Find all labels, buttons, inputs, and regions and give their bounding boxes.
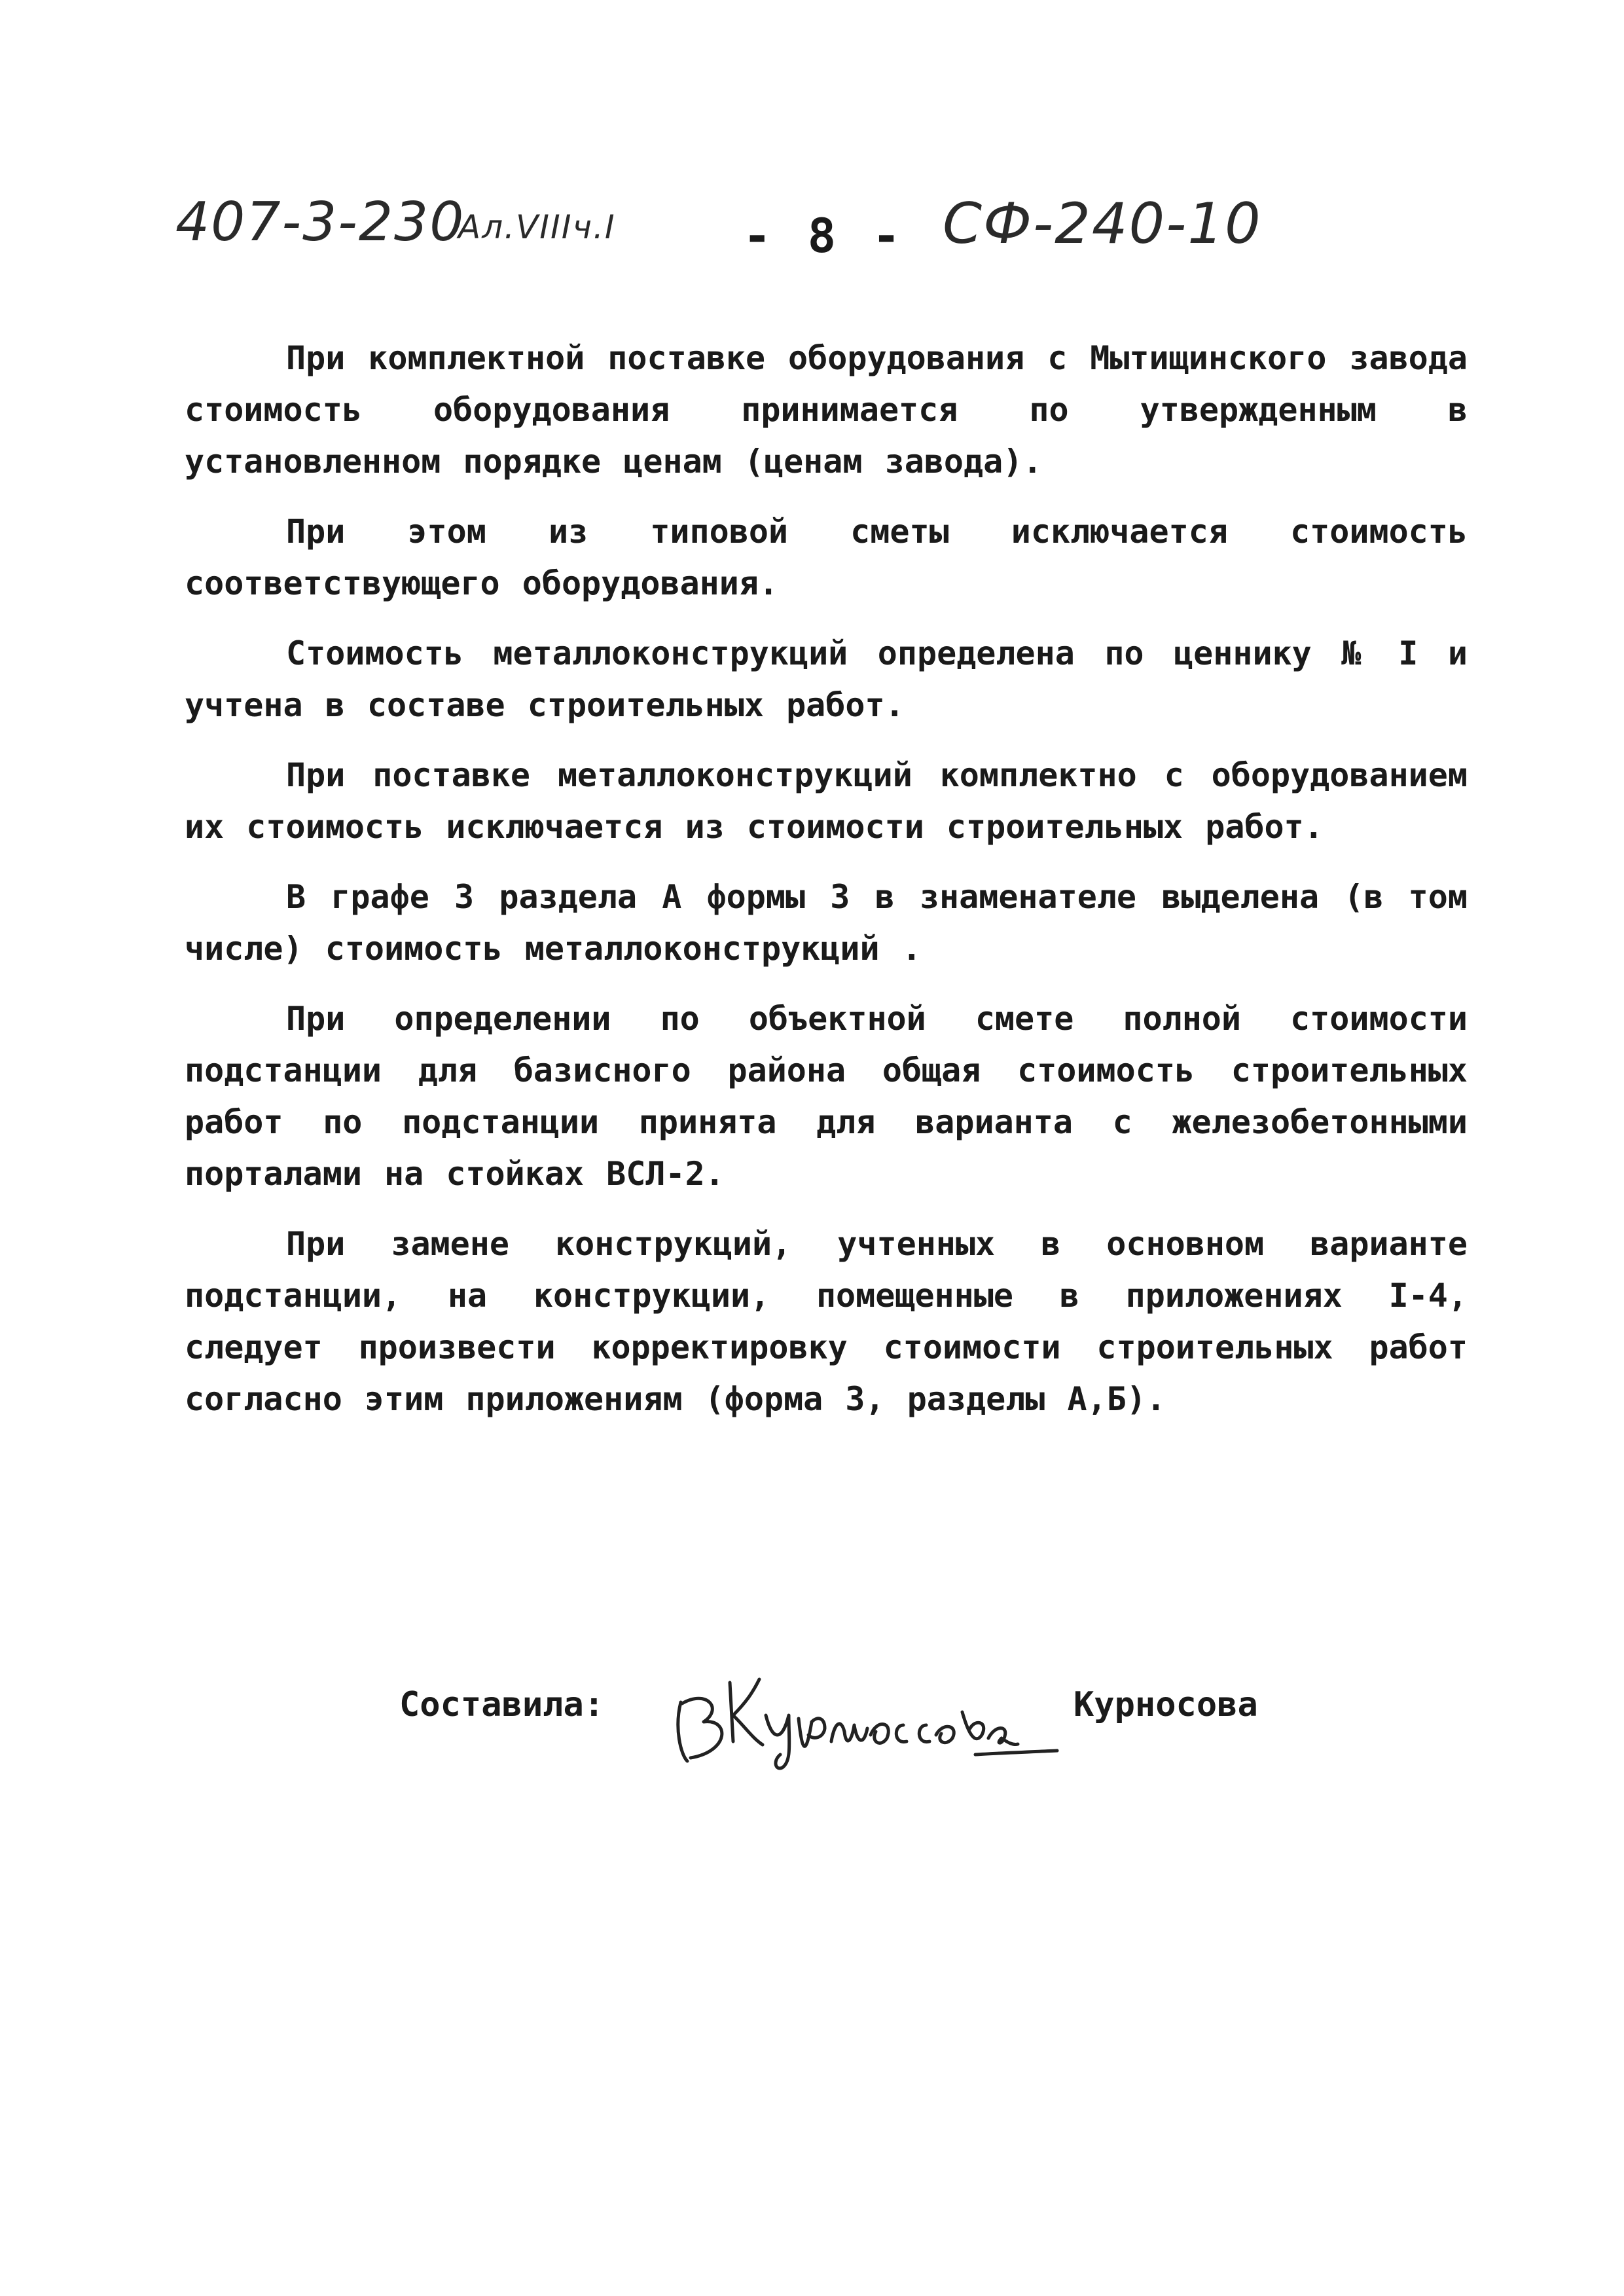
paragraph-metal-supply: При поставке металлоконструкций комплектно с оборудованием их стоимость исключается из стоимости строительных работ. xyxy=(185,756,1468,846)
album-reference: Ал.VIIIч.I xyxy=(458,208,616,246)
page-number: - 8 - xyxy=(743,208,905,263)
paragraph-estimate-exclusion: При этом из типовой сметы исключается стоимость соответствующего оборудования. xyxy=(185,513,1468,602)
body-text xyxy=(185,333,1468,1444)
signer-name: Курносова xyxy=(1074,1685,1258,1724)
document-code: 407-3-230 xyxy=(175,191,465,253)
sheet-code: СФ-240-10 xyxy=(943,191,1262,257)
signature-block xyxy=(399,1663,1512,1794)
paragraph-replacement: При замене конструкций, учтенных в основном варианте подстанции, на конструкции, помещенные в приложениях I-4, следует произвести корректировку стоимости строительных работ согласно этим приложениям (форма 3, разделы А,Б). xyxy=(185,1225,1468,1418)
handwritten-signature xyxy=(668,1663,1060,1774)
paragraph-object-estimate: При определении по объектной смете полной стоимости подстанции для базисного района общая стоимость строительных работ по подстанции принята для варианта с железобетонными порталами на стойках ВСЛ-2. xyxy=(185,1000,1468,1193)
paragraph-form-column: В графе 3 раздела А формы 3 в знаменателе выделена (в том числе) стоимость металлоконструкций . xyxy=(185,878,1468,968)
paragraph-equipment-supply: При комплектной поставке оборудования с Мытищинского завода стоимость оборудования принимается по утвержденным в установленном порядке ценам (ценам завода). xyxy=(185,339,1468,481)
paragraph-metal-cost: Стоимость металлоконструкций определена по ценнику № I и учтена в составе строительных работ. xyxy=(185,634,1468,724)
signature-label: Составила: xyxy=(399,1685,605,1724)
